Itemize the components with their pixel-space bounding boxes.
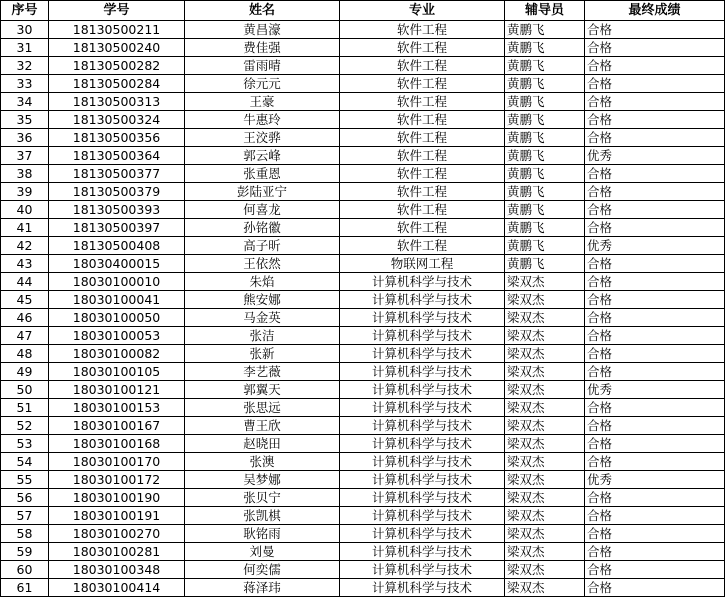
cell-name: 曹王欣 <box>185 417 340 435</box>
cell-student-id: 18030100121 <box>49 381 185 399</box>
cell-major: 物联网工程 <box>340 255 505 273</box>
cell-student-id: 18130500408 <box>49 237 185 255</box>
cell-index: 48 <box>1 345 49 363</box>
table-row <box>1 39 725 57</box>
cell-counselor: 梁双杰 <box>505 579 585 597</box>
cell-final-grade: 合格 <box>585 399 725 417</box>
table-row <box>1 507 725 525</box>
cell-student-id: 18130500313 <box>49 93 185 111</box>
cell-counselor: 黄鹏飞 <box>505 165 585 183</box>
cell-name: 徐元元 <box>185 75 340 93</box>
cell-index: 36 <box>1 129 49 147</box>
cell-final-grade: 合格 <box>585 255 725 273</box>
table-row <box>1 399 725 417</box>
cell-student-id: 18030100170 <box>49 453 185 471</box>
cell-counselor: 黄鹏飞 <box>505 183 585 201</box>
table-row <box>1 21 725 39</box>
cell-major: 软件工程 <box>340 129 505 147</box>
cell-student-id: 18030100082 <box>49 345 185 363</box>
cell-final-grade: 合格 <box>585 93 725 111</box>
cell-index: 51 <box>1 399 49 417</box>
cell-final-grade: 合格 <box>585 363 725 381</box>
cell-student-id: 18030100105 <box>49 363 185 381</box>
cell-final-grade: 优秀 <box>585 471 725 489</box>
cell-name: 张澳 <box>185 453 340 471</box>
cell-index: 32 <box>1 57 49 75</box>
cell-student-id: 18030100010 <box>49 273 185 291</box>
cell-major: 软件工程 <box>340 75 505 93</box>
cell-name: 雷雨晴 <box>185 57 340 75</box>
cell-name: 张重恩 <box>185 165 340 183</box>
table-row <box>1 381 725 399</box>
cell-index: 56 <box>1 489 49 507</box>
cell-final-grade: 合格 <box>585 219 725 237</box>
cell-index: 60 <box>1 561 49 579</box>
cell-final-grade: 合格 <box>585 489 725 507</box>
header-counselor: 辅导员 <box>505 1 585 21</box>
header-major: 专业 <box>340 1 505 21</box>
cell-student-id: 18030100053 <box>49 327 185 345</box>
cell-index: 39 <box>1 183 49 201</box>
table-row <box>1 435 725 453</box>
cell-major: 软件工程 <box>340 237 505 255</box>
cell-counselor: 黄鹏飞 <box>505 255 585 273</box>
cell-major: 计算机科学与技术 <box>340 453 505 471</box>
cell-index: 37 <box>1 147 49 165</box>
cell-index: 54 <box>1 453 49 471</box>
cell-final-grade: 合格 <box>585 39 725 57</box>
cell-major: 计算机科学与技术 <box>340 561 505 579</box>
table-row <box>1 489 725 507</box>
table-row <box>1 111 725 129</box>
cell-index: 35 <box>1 111 49 129</box>
header-index: 序号 <box>1 1 49 21</box>
cell-name: 刘曼 <box>185 543 340 561</box>
cell-counselor: 梁双杰 <box>505 399 585 417</box>
cell-index: 49 <box>1 363 49 381</box>
cell-student-id: 18130500364 <box>49 147 185 165</box>
cell-name: 彭陆亚宁 <box>185 183 340 201</box>
cell-name: 朱焰 <box>185 273 340 291</box>
cell-final-grade: 合格 <box>585 201 725 219</box>
cell-student-id: 18130500397 <box>49 219 185 237</box>
cell-name: 张思远 <box>185 399 340 417</box>
cell-index: 44 <box>1 273 49 291</box>
cell-counselor: 黄鹏飞 <box>505 147 585 165</box>
cell-counselor: 梁双杰 <box>505 489 585 507</box>
cell-major: 软件工程 <box>340 165 505 183</box>
cell-student-id: 18030100414 <box>49 579 185 597</box>
cell-index: 41 <box>1 219 49 237</box>
cell-final-grade: 优秀 <box>585 147 725 165</box>
cell-index: 53 <box>1 435 49 453</box>
cell-name: 耿铭雨 <box>185 525 340 543</box>
cell-name: 赵晓田 <box>185 435 340 453</box>
table-row <box>1 165 725 183</box>
cell-major: 计算机科学与技术 <box>340 435 505 453</box>
cell-major: 计算机科学与技术 <box>340 291 505 309</box>
cell-counselor: 梁双杰 <box>505 381 585 399</box>
cell-name: 牛惠玲 <box>185 111 340 129</box>
table-row <box>1 129 725 147</box>
table-row <box>1 201 725 219</box>
cell-name: 王依然 <box>185 255 340 273</box>
cell-major: 计算机科学与技术 <box>340 309 505 327</box>
table-row <box>1 273 725 291</box>
cell-index: 43 <box>1 255 49 273</box>
cell-final-grade: 合格 <box>585 309 725 327</box>
cell-counselor: 梁双杰 <box>505 507 585 525</box>
cell-name: 熊安娜 <box>185 291 340 309</box>
cell-name: 张贝宁 <box>185 489 340 507</box>
cell-final-grade: 合格 <box>585 327 725 345</box>
cell-index: 30 <box>1 21 49 39</box>
table-row <box>1 75 725 93</box>
cell-final-grade: 合格 <box>585 525 725 543</box>
cell-counselor: 黄鹏飞 <box>505 39 585 57</box>
cell-major: 软件工程 <box>340 39 505 57</box>
cell-student-id: 18030400015 <box>49 255 185 273</box>
cell-name: 何喜龙 <box>185 201 340 219</box>
cell-name: 王洨骅 <box>185 129 340 147</box>
cell-index: 42 <box>1 237 49 255</box>
cell-counselor: 黄鹏飞 <box>505 21 585 39</box>
cell-final-grade: 合格 <box>585 183 725 201</box>
cell-student-id: 18130500211 <box>49 21 185 39</box>
table-row <box>1 345 725 363</box>
cell-index: 40 <box>1 201 49 219</box>
cell-index: 59 <box>1 543 49 561</box>
cell-major: 软件工程 <box>340 147 505 165</box>
cell-student-id: 18030100191 <box>49 507 185 525</box>
cell-name: 何奕儒 <box>185 561 340 579</box>
cell-counselor: 梁双杰 <box>505 345 585 363</box>
table-row <box>1 291 725 309</box>
cell-final-grade: 合格 <box>585 165 725 183</box>
cell-counselor: 梁双杰 <box>505 525 585 543</box>
table-row <box>1 309 725 327</box>
table-row <box>1 255 725 273</box>
cell-major: 计算机科学与技术 <box>340 327 505 345</box>
cell-index: 31 <box>1 39 49 57</box>
table-row <box>1 525 725 543</box>
cell-counselor: 黄鹏飞 <box>505 75 585 93</box>
cell-counselor: 梁双杰 <box>505 363 585 381</box>
cell-index: 55 <box>1 471 49 489</box>
cell-final-grade: 合格 <box>585 543 725 561</box>
cell-final-grade: 合格 <box>585 561 725 579</box>
cell-major: 软件工程 <box>340 201 505 219</box>
cell-student-id: 18030100168 <box>49 435 185 453</box>
cell-counselor: 梁双杰 <box>505 471 585 489</box>
cell-major: 计算机科学与技术 <box>340 507 505 525</box>
cell-name: 孙铭徽 <box>185 219 340 237</box>
table-row <box>1 471 725 489</box>
table-row <box>1 147 725 165</box>
cell-student-id: 18130500324 <box>49 111 185 129</box>
cell-index: 61 <box>1 579 49 597</box>
cell-major: 计算机科学与技术 <box>340 525 505 543</box>
cell-index: 33 <box>1 75 49 93</box>
cell-counselor: 梁双杰 <box>505 453 585 471</box>
cell-index: 46 <box>1 309 49 327</box>
cell-major: 计算机科学与技术 <box>340 363 505 381</box>
cell-final-grade: 合格 <box>585 453 725 471</box>
header-student-id: 学号 <box>49 1 185 21</box>
cell-counselor: 黄鹏飞 <box>505 93 585 111</box>
cell-major: 软件工程 <box>340 21 505 39</box>
cell-major: 计算机科学与技术 <box>340 399 505 417</box>
cell-student-id: 18030100050 <box>49 309 185 327</box>
cell-final-grade: 合格 <box>585 75 725 93</box>
cell-final-grade: 合格 <box>585 579 725 597</box>
cell-student-id: 18130500240 <box>49 39 185 57</box>
cell-counselor: 黄鹏飞 <box>505 57 585 75</box>
table-row <box>1 327 725 345</box>
header-name: 姓名 <box>185 1 340 21</box>
cell-name: 马金英 <box>185 309 340 327</box>
cell-final-grade: 合格 <box>585 21 725 39</box>
cell-name: 张新 <box>185 345 340 363</box>
cell-final-grade: 合格 <box>585 291 725 309</box>
cell-counselor: 梁双杰 <box>505 327 585 345</box>
cell-name: 高子昕 <box>185 237 340 255</box>
cell-final-grade: 合格 <box>585 417 725 435</box>
cell-counselor: 梁双杰 <box>505 561 585 579</box>
cell-counselor: 梁双杰 <box>505 309 585 327</box>
table-row <box>1 219 725 237</box>
cell-counselor: 梁双杰 <box>505 417 585 435</box>
cell-index: 58 <box>1 525 49 543</box>
cell-final-grade: 合格 <box>585 273 725 291</box>
cell-major: 计算机科学与技术 <box>340 489 505 507</box>
cell-final-grade: 合格 <box>585 507 725 525</box>
table-row <box>1 561 725 579</box>
table-row <box>1 363 725 381</box>
cell-index: 38 <box>1 165 49 183</box>
table-row <box>1 93 725 111</box>
cell-major: 计算机科学与技术 <box>340 543 505 561</box>
table-row <box>1 237 725 255</box>
cell-name: 郭翼天 <box>185 381 340 399</box>
cell-counselor: 梁双杰 <box>505 543 585 561</box>
cell-counselor: 黄鹏飞 <box>505 201 585 219</box>
cell-index: 52 <box>1 417 49 435</box>
cell-name: 张凯棋 <box>185 507 340 525</box>
cell-final-grade: 优秀 <box>585 381 725 399</box>
cell-final-grade: 合格 <box>585 435 725 453</box>
cell-major: 软件工程 <box>340 111 505 129</box>
cell-counselor: 黄鹏飞 <box>505 219 585 237</box>
table-row <box>1 183 725 201</box>
cell-final-grade: 合格 <box>585 57 725 75</box>
cell-student-id: 18030100172 <box>49 471 185 489</box>
cell-student-id: 18130500282 <box>49 57 185 75</box>
cell-final-grade: 合格 <box>585 111 725 129</box>
cell-name: 黄昌濠 <box>185 21 340 39</box>
cell-major: 软件工程 <box>340 93 505 111</box>
cell-counselor: 黄鹏飞 <box>505 129 585 147</box>
cell-final-grade: 合格 <box>585 129 725 147</box>
table-row <box>1 57 725 75</box>
cell-major: 计算机科学与技术 <box>340 579 505 597</box>
cell-counselor: 黄鹏飞 <box>505 111 585 129</box>
cell-major: 计算机科学与技术 <box>340 345 505 363</box>
cell-name: 吴梦娜 <box>185 471 340 489</box>
table-row <box>1 543 725 561</box>
cell-major: 计算机科学与技术 <box>340 471 505 489</box>
cell-student-id: 18130500377 <box>49 165 185 183</box>
cell-index: 50 <box>1 381 49 399</box>
cell-counselor: 梁双杰 <box>505 291 585 309</box>
cell-name: 张洁 <box>185 327 340 345</box>
cell-student-id: 18030100167 <box>49 417 185 435</box>
cell-major: 计算机科学与技术 <box>340 273 505 291</box>
cell-index: 47 <box>1 327 49 345</box>
cell-student-id: 18130500284 <box>49 75 185 93</box>
cell-name: 蒋泽玮 <box>185 579 340 597</box>
cell-name: 郭云峰 <box>185 147 340 165</box>
table-row <box>1 453 725 471</box>
cell-index: 45 <box>1 291 49 309</box>
cell-student-id: 18030100281 <box>49 543 185 561</box>
cell-student-id: 18030100041 <box>49 291 185 309</box>
cell-name: 李艺薇 <box>185 363 340 381</box>
cell-counselor: 梁双杰 <box>505 273 585 291</box>
cell-major: 计算机科学与技术 <box>340 417 505 435</box>
cell-counselor: 黄鹏飞 <box>505 237 585 255</box>
cell-major: 软件工程 <box>340 219 505 237</box>
cell-student-id: 18130500356 <box>49 129 185 147</box>
cell-final-grade: 优秀 <box>585 237 725 255</box>
cell-student-id: 18130500379 <box>49 183 185 201</box>
cell-index: 57 <box>1 507 49 525</box>
header-row <box>1 1 725 21</box>
cell-student-id: 18030100153 <box>49 399 185 417</box>
cell-name: 费佳强 <box>185 39 340 57</box>
cell-student-id: 18030100190 <box>49 489 185 507</box>
cell-student-id: 18130500393 <box>49 201 185 219</box>
cell-student-id: 18030100348 <box>49 561 185 579</box>
table-row <box>1 417 725 435</box>
cell-counselor: 梁双杰 <box>505 435 585 453</box>
cell-major: 计算机科学与技术 <box>340 381 505 399</box>
cell-student-id: 18030100270 <box>49 525 185 543</box>
cell-final-grade: 合格 <box>585 345 725 363</box>
cell-index: 34 <box>1 93 49 111</box>
cell-major: 软件工程 <box>340 57 505 75</box>
cell-major: 软件工程 <box>340 183 505 201</box>
header-final-grade: 最终成绩 <box>585 1 725 21</box>
cell-name: 王豪 <box>185 93 340 111</box>
